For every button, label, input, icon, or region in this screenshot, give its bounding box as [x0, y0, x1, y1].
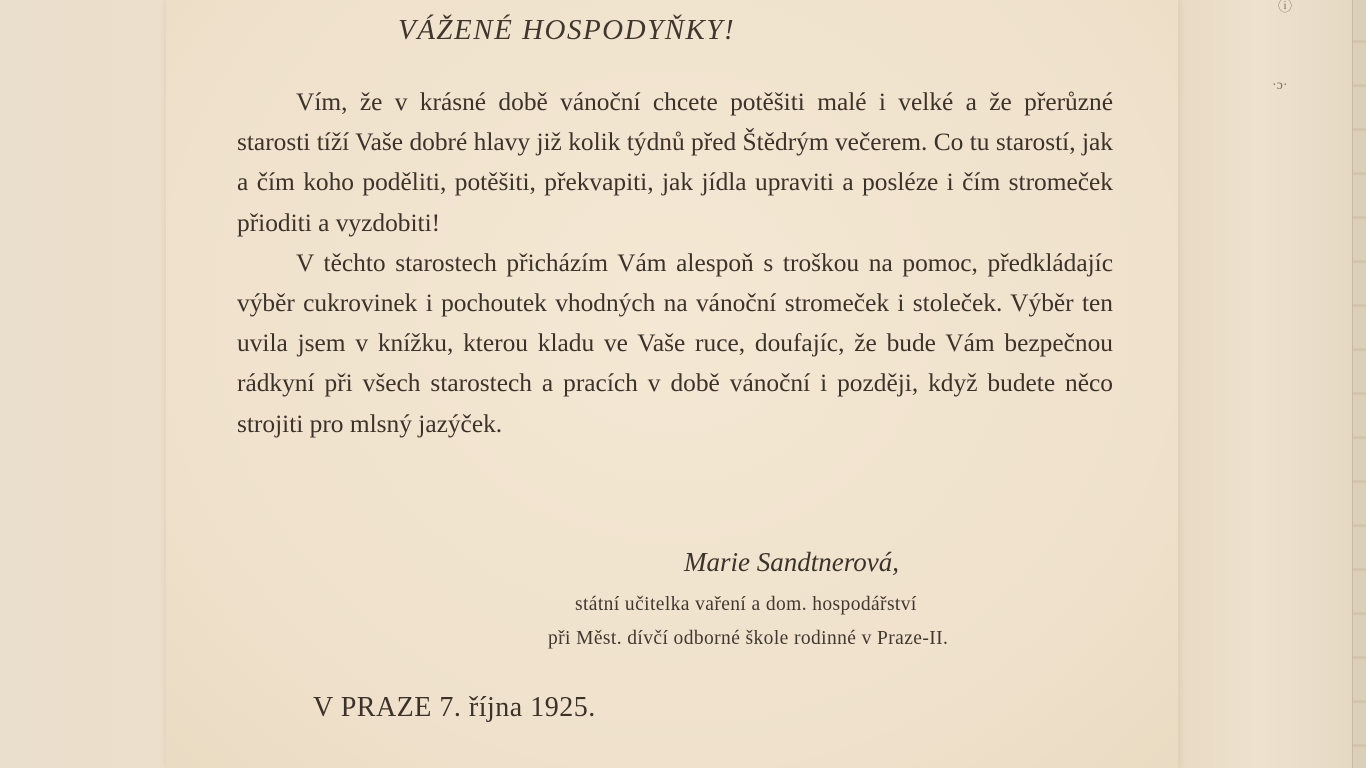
page-heading: VÁŽENÉ HOSPODYŇKY! [398, 14, 736, 46]
letter-body [237, 82, 1113, 444]
author-signature: Marie Sandtnerová, [684, 547, 899, 577]
dateline: V PRAZE 7. října 1925. [313, 692, 596, 723]
book-edge [1352, 0, 1366, 768]
paragraph-1: Vím, že v krásné době vánoční chcete potěšiti malé i velké a že přerůzné starosti tíží Vaše dobré hlavy již kolik týdnů před Štědrým večerem. Co tu starostí, jak a čím koho poděliti, potěšiti, překvapiti, jak jídla upraviti a posléze i čím stromeček přioditi a vyzdobiti! [237, 88, 1113, 237]
margin-mark-middle: ·ɔ· [1272, 78, 1288, 93]
margin-mark-top: ⓘ [1278, 0, 1292, 15]
author-title: státní učitelka vaření a dom. hospodářství [575, 594, 917, 615]
paragraph-2: V těchto starostech přicházím Vám alespoň s troškou na pomoc, předkládajíc výběr cukrovinek i pochoutek vhodných na vánoční stromeček i stoleček. Výběr ten uvila jsem v knížku, kterou kladu ve Vaše ruce, doufajíc, že bude Vám bezpečnou rádkyní při všech starostech a pracích v době vánoční i později, když budete něco strojiti pro mlsný jazýček. [237, 248, 1113, 438]
author-school: při Měst. dívčí odborné škole rodinné v Praze-II. [548, 628, 949, 649]
